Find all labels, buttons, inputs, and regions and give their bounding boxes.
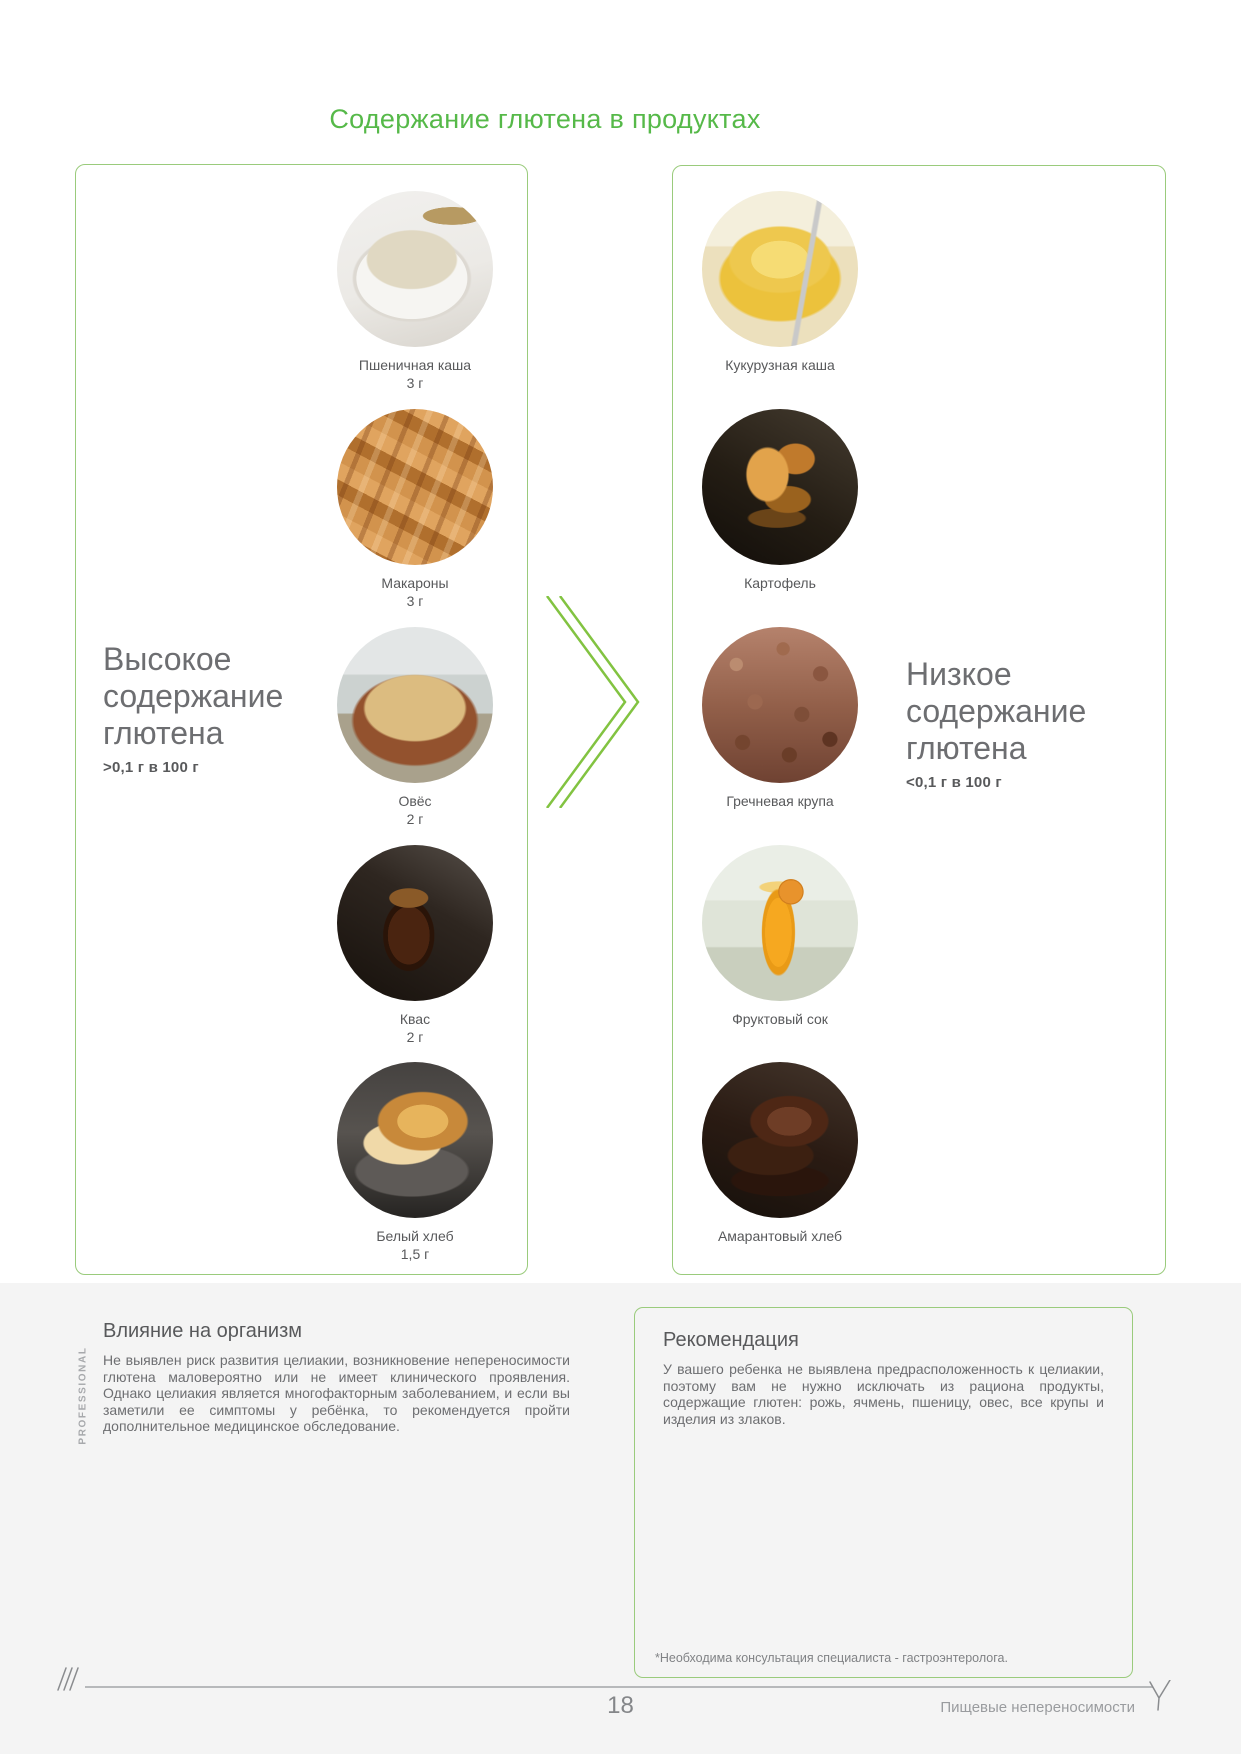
food-item-amount: 3 г [406, 375, 424, 391]
food-item-fruit-juice [670, 845, 890, 1028]
recommendation-text: У вашего ребенка не выявлена предрасположенность к целиакии, поэтому вам не нужно исключать из рациона продукты, содержащие глютен: рожь, ячмень, пшеницу, овес, все крупы и изделия из злаков. [663, 1361, 1104, 1427]
food-item-oats [305, 627, 525, 828]
food-item-pasta [305, 409, 525, 610]
low-gluten-label [906, 656, 1086, 792]
low-gluten-label-line: Низкое [906, 656, 1012, 692]
footer-divider [85, 1686, 1153, 1688]
impact-section [103, 1320, 570, 1435]
potato-photo [702, 409, 858, 565]
food-item-label: Фруктовый сок [732, 1011, 828, 1027]
recommendation-footnote: *Необходима консультация специалиста - гастроэнтеролога. [655, 1651, 1008, 1665]
high-gluten-label [103, 641, 283, 777]
impact-text: Не выявлен риск развития целиакии, возникновение непереносимости глютена маловероятно или не имеет клинического проявления. Однако целиакия является многофакторным заболеванием, и если вы заметили ее симптомы у ребёнка, то рекомендуется пройти дополнительное медицинское обследование. [103, 1352, 570, 1434]
food-item-amaranth-bread [670, 1062, 890, 1245]
high-gluten-threshold: >0,1 г в 100 г [103, 759, 199, 776]
pasta-photo [337, 409, 493, 565]
food-item-label: Макароны [381, 575, 449, 591]
high-gluten-label-line: содержание [103, 678, 284, 714]
food-item-label: Гречневая крупа [726, 793, 834, 809]
page-title: Содержание глютена в продуктах [329, 104, 761, 135]
food-item-corn-porridge [670, 191, 890, 374]
oats-photo [337, 627, 493, 783]
amaranth-bread-photo [702, 1062, 858, 1218]
food-item-potato [670, 409, 890, 592]
low-gluten-threshold: <0,1 г в 100 г [906, 774, 1002, 791]
low-gluten-label-line: содержание [906, 693, 1087, 729]
food-item-amount: 3 г [406, 593, 424, 609]
buckwheat-photo [702, 627, 858, 783]
food-item-kvass [305, 845, 525, 1046]
food-item-label: Белый хлеб [376, 1228, 454, 1244]
recommendation-box [634, 1307, 1133, 1678]
footer-left-decoration-icon [54, 1666, 90, 1694]
low-gluten-label-line: глютена [906, 730, 1027, 766]
professional-side-label: PROFESSIONAL [77, 1346, 89, 1445]
high-gluten-label-line: Высокое [103, 641, 232, 677]
page-number: 18 [607, 1692, 634, 1719]
food-item-label: Картофель [744, 575, 816, 591]
impact-heading: Влияние на организм [103, 1320, 302, 1342]
kvass-photo [337, 845, 493, 1001]
wheat-porridge-photo [337, 191, 493, 347]
recommendation-heading: Рекомендация [663, 1329, 799, 1351]
footer-section-label: Пищевые непереносимости [940, 1699, 1135, 1716]
high-gluten-label-line: глютена [103, 715, 224, 751]
fruit-juice-photo [702, 845, 858, 1001]
food-item-amount: 2 г [406, 1029, 424, 1045]
food-item-label: Амарантовый хлеб [717, 1228, 843, 1244]
food-item-label: Пшеничная каша [358, 357, 472, 373]
chevron-right-icon [545, 596, 649, 808]
food-item-label: Кукурузная каша [725, 357, 835, 373]
food-item-white-bread [305, 1062, 525, 1263]
white-bread-photo [337, 1062, 493, 1218]
food-item-amount: 2 г [406, 811, 424, 827]
food-item-amount: 1,5 г [400, 1246, 430, 1262]
food-item-label: Овёс [398, 793, 432, 809]
food-item-label: Квас [399, 1011, 431, 1027]
corn-porridge-photo [702, 191, 858, 347]
food-item-buckwheat [670, 627, 890, 810]
food-item-wheat-porridge [305, 191, 525, 392]
